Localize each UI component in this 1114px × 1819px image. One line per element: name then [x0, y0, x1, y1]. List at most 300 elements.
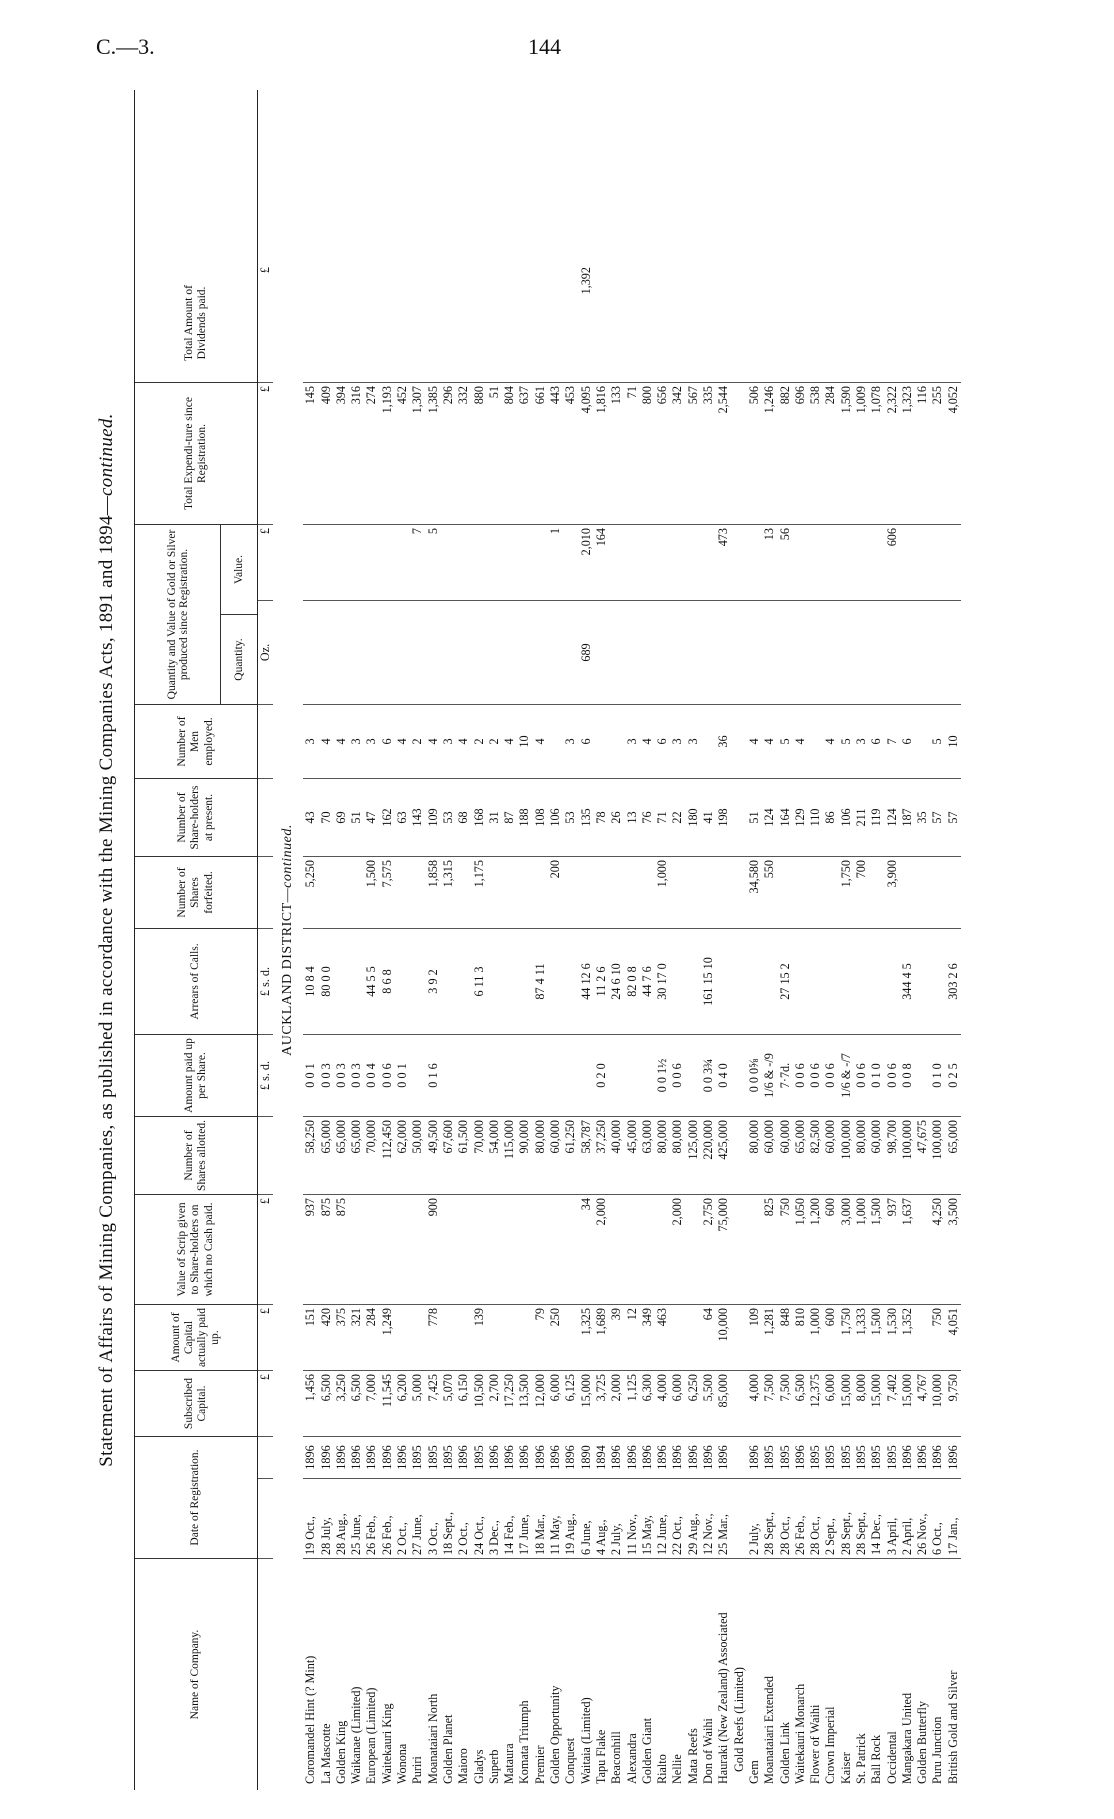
table-row	[716, 90, 731, 1790]
cell-arr	[915, 928, 930, 1034]
cell-forf	[778, 856, 793, 928]
cell-ps: 0 2 5	[946, 1034, 961, 1116]
cell-forf: 1,175	[472, 856, 487, 928]
cell-val	[655, 524, 670, 600]
cell-scrip	[410, 1194, 425, 1304]
cell-year: 1896	[349, 1436, 364, 1478]
cell-val	[380, 524, 395, 600]
cell-arr	[793, 928, 808, 1034]
cell-val	[487, 524, 502, 600]
cell-val: 1	[548, 524, 563, 600]
cell-arr: 30 17 0	[655, 928, 670, 1034]
cell-arr	[456, 928, 471, 1034]
cell-qty	[533, 600, 548, 704]
cell-date: 6 June,	[579, 1478, 594, 1558]
cell-sub: 7,402	[885, 1370, 900, 1436]
cell-name: Moanataiari Extended	[762, 1558, 777, 1790]
cell-forf: 1,315	[441, 856, 456, 928]
cell-ps: 0 0 1	[395, 1034, 410, 1116]
cell-year: 1896	[670, 1436, 685, 1478]
cell-sub: 3,250	[334, 1370, 349, 1436]
cell-hold: 57	[946, 778, 961, 856]
cell-exp: 145	[303, 382, 318, 524]
cell-hold: 53	[563, 778, 578, 856]
cell-men: 3	[686, 704, 701, 778]
cell-forf: 1,000	[655, 856, 670, 928]
cell-forf	[563, 856, 578, 928]
cell-paid	[441, 1304, 456, 1370]
cell-date: 17 Jan.,	[946, 1478, 961, 1558]
cell-men: 3	[441, 704, 456, 778]
cell-qty: 689	[579, 600, 594, 704]
table-row	[395, 90, 410, 1790]
cell-forf	[915, 856, 930, 928]
cell-exp: 1,323	[900, 382, 915, 524]
rotated-statement	[96, 90, 1114, 1790]
cell-forf	[946, 856, 961, 928]
cell-paid: 12	[625, 1304, 640, 1370]
cell-hold: 68	[456, 778, 471, 856]
cell-name: Waitaia (Limited)	[579, 1558, 594, 1790]
cell-ps: 0 0 3	[334, 1034, 349, 1116]
unit-per_share: £ s. d.	[258, 1034, 273, 1116]
cell-date: 11 Nov.,	[625, 1478, 640, 1558]
table-row	[885, 90, 900, 1790]
cell-date: 2 July,	[609, 1478, 624, 1558]
cell-div	[655, 264, 670, 382]
cell-allot: 80,000	[533, 1116, 548, 1194]
cell-ps: 0 4 0	[716, 1034, 731, 1116]
cell-exp: 452	[395, 382, 410, 524]
cell-allot: 65,000	[349, 1116, 364, 1194]
cell-name: Alexandra	[625, 1558, 640, 1790]
cell-allot: 63,000	[640, 1116, 655, 1194]
cell-val	[900, 524, 915, 600]
cell-sub: 5,070	[441, 1370, 456, 1436]
cell-hold: 164	[778, 778, 793, 856]
cell-ps: 0 0 6	[854, 1034, 869, 1116]
cell-forf: 1,858	[426, 856, 441, 928]
cell-forf	[625, 856, 640, 928]
table-header	[134, 90, 258, 1790]
table-row	[303, 90, 318, 1790]
cell-paid: 349	[640, 1304, 655, 1370]
cell-qty	[594, 600, 609, 704]
cell-forf	[319, 856, 334, 928]
cell-val	[625, 524, 640, 600]
cell-arr	[395, 928, 410, 1034]
header-men: Number of Men employed.	[135, 704, 257, 778]
cell-year: 1896	[563, 1436, 578, 1478]
cell-name: Hauraki (New Zealand) Associated	[716, 1558, 731, 1790]
cell-name: Puru Junction	[930, 1558, 945, 1790]
cell-hold: 168	[472, 778, 487, 856]
cell-val: 473	[716, 524, 731, 600]
cell-val	[946, 524, 961, 600]
table-row	[319, 90, 334, 1790]
cell-paid	[563, 1304, 578, 1370]
header-expenditure: Total Expendi-ture since Registration.	[135, 382, 257, 524]
cell-sub: 12,375	[808, 1370, 823, 1436]
cell-men: 36	[716, 704, 731, 778]
cell-scrip	[686, 1194, 701, 1304]
cell-exp: 1,009	[854, 382, 869, 524]
table-row	[548, 90, 563, 1790]
cell-div	[885, 264, 900, 382]
cell-exp: 71	[625, 382, 640, 524]
cell-men	[915, 704, 930, 778]
cell-ps: 0 0 8	[900, 1034, 915, 1116]
cell-year: 1895	[839, 1436, 854, 1478]
cell-name: St. Patrick	[854, 1558, 869, 1790]
cell-forf: 200	[548, 856, 563, 928]
cell-val	[533, 524, 548, 600]
cell-men	[548, 704, 563, 778]
cell-arr	[839, 928, 854, 1034]
cell-date: 14 Feb.,	[502, 1478, 517, 1558]
cell-sub: 6,500	[349, 1370, 364, 1436]
cell-qty	[716, 600, 731, 704]
table-row	[869, 90, 884, 1790]
cell-arr: 6 11 3	[472, 928, 487, 1034]
cell-men: 4	[334, 704, 349, 778]
cell-hold: 78	[594, 778, 609, 856]
cell-arr	[487, 928, 502, 1034]
table-row	[823, 90, 838, 1790]
cell-qty	[869, 600, 884, 704]
cell-div	[686, 264, 701, 382]
cell-qty	[900, 600, 915, 704]
cell-qty	[303, 600, 318, 704]
cell-hold: 143	[410, 778, 425, 856]
cell-exp: 274	[364, 382, 379, 524]
cell-forf	[732, 856, 747, 928]
cell-paid: 848	[778, 1304, 793, 1370]
header-arrears: Arrears of Calls.	[135, 928, 257, 1034]
cell-allot: 80,000	[655, 1116, 670, 1194]
cell-ps	[625, 1034, 640, 1116]
cell-div	[303, 264, 318, 382]
cell-scrip: 75,000	[716, 1194, 731, 1304]
cell-div	[762, 264, 777, 382]
cell-allot: 65,000	[319, 1116, 334, 1194]
cell-scrip	[502, 1194, 517, 1304]
cell-ps: 0 0 6	[670, 1034, 685, 1116]
cell-date: 6 Oct.,	[930, 1478, 945, 1558]
cell-paid: 151	[303, 1304, 318, 1370]
cell-forf	[823, 856, 838, 928]
cell-ps	[686, 1034, 701, 1116]
cell-men: 2	[487, 704, 502, 778]
cell-name: Gold Reefs (Limited)	[732, 1558, 747, 1790]
cell-men: 3	[854, 704, 869, 778]
cell-hold: 22	[670, 778, 685, 856]
cell-arr: 303 2 6	[946, 928, 961, 1034]
cell-name: Conquest	[563, 1558, 578, 1790]
cell-arr	[885, 928, 900, 1034]
cell-div	[456, 264, 471, 382]
cell-val	[334, 524, 349, 600]
cell-paid: 79	[533, 1304, 548, 1370]
cell-forf	[686, 856, 701, 928]
cell-qty	[319, 600, 334, 704]
unit-expenditure: £	[258, 382, 273, 524]
cell-forf	[869, 856, 884, 928]
cell-scrip: 937	[303, 1194, 318, 1304]
cell-date: 22 Oct.,	[670, 1478, 685, 1558]
cell-ps: 0 0 3	[319, 1034, 334, 1116]
cell-sub: 1,456	[303, 1370, 318, 1436]
cell-qty	[502, 600, 517, 704]
cell-exp: 2,322	[885, 382, 900, 524]
cell-ps	[640, 1034, 655, 1116]
cell-forf	[517, 856, 532, 928]
cell-year: 1895	[778, 1436, 793, 1478]
cell-qty	[364, 600, 379, 704]
cell-date: 25 Mar.,	[716, 1478, 731, 1558]
cell-scrip: 1,000	[854, 1194, 869, 1304]
cell-name: La Mascotte	[319, 1558, 334, 1790]
cell-hold: 129	[793, 778, 808, 856]
cell-name: Waikanae (Limited)	[349, 1558, 364, 1790]
cell-scrip: 900	[426, 1194, 441, 1304]
cell-men	[594, 704, 609, 778]
cell-scrip: 2,000	[594, 1194, 609, 1304]
cell-allot: 98,700	[885, 1116, 900, 1194]
cell-qty	[487, 600, 502, 704]
cell-scrip	[364, 1194, 379, 1304]
cell-date: 17 June,	[517, 1478, 532, 1558]
cell-allot: 80,000	[747, 1116, 762, 1194]
header-forfeited: Number of Shares forfeited.	[135, 856, 257, 928]
cell-paid	[502, 1304, 517, 1370]
cell-scrip	[533, 1194, 548, 1304]
cell-men: 6	[900, 704, 915, 778]
cell-ps	[548, 1034, 563, 1116]
cell-div: 1,392	[578, 267, 593, 295]
cell-sub: 4,000	[655, 1370, 670, 1436]
cell-name: Nellie	[670, 1558, 685, 1790]
cell-scrip: 875	[319, 1194, 334, 1304]
cell-year: 1896	[548, 1436, 563, 1478]
header-scrip: Value of Scrip given to Share-holders on which no Cash paid.	[135, 1194, 257, 1304]
cell-ps	[732, 1034, 747, 1116]
cell-div	[823, 264, 838, 382]
cell-div	[793, 264, 808, 382]
cell-forf	[334, 856, 349, 928]
cell-sub: 8,000	[854, 1370, 869, 1436]
cell-ps: 0 1 6	[426, 1034, 441, 1116]
cell-year: 1896	[640, 1436, 655, 1478]
cell-exp: 51	[487, 382, 502, 524]
cell-forf	[701, 856, 716, 928]
cell-allot: 112,450	[380, 1116, 395, 1194]
cell-arr: 11 2 6	[594, 928, 609, 1034]
cell-scrip	[472, 1194, 487, 1304]
cell-sub: 6,000	[823, 1370, 838, 1436]
cell-paid: 4,051	[946, 1304, 961, 1370]
cell-name: Flower of Waihi	[808, 1558, 823, 1790]
table-row	[946, 90, 961, 1790]
table-row	[579, 90, 594, 1790]
cell-hold: 71	[655, 778, 670, 856]
cell-div	[472, 264, 487, 382]
cell-date: 27 June,	[410, 1478, 425, 1558]
cell-name: Wonona	[395, 1558, 410, 1790]
cell-allot: 425,000	[716, 1116, 731, 1194]
cell-qty	[334, 600, 349, 704]
cell-name: Beaconhill	[609, 1558, 624, 1790]
cell-allot: 82,500	[808, 1116, 823, 1194]
cell-date: 29 Aug.,	[686, 1478, 701, 1558]
cell-hold: 119	[869, 778, 884, 856]
cell-date: 28 Sept.,	[839, 1478, 854, 1558]
cell-exp: 1,078	[869, 382, 884, 524]
cell-year: 1894	[594, 1436, 609, 1478]
cell-exp: 342	[670, 382, 685, 524]
cell-scrip	[655, 1194, 670, 1304]
cell-hold: 43	[303, 778, 318, 856]
cell-paid: 139	[472, 1304, 487, 1370]
cell-allot: 54,000	[487, 1116, 502, 1194]
table-row	[472, 90, 487, 1790]
table-row-continuation	[732, 90, 747, 1790]
cell-hold: 76	[640, 778, 655, 856]
cell-name: Gem	[747, 1558, 762, 1790]
cell-scrip	[517, 1194, 532, 1304]
cell-exp: 1,193	[380, 382, 395, 524]
cell-div	[946, 264, 961, 382]
cell-sub: 4,767	[915, 1370, 930, 1436]
header-name: Name of Company.	[135, 1558, 257, 1790]
cell-qty	[732, 600, 747, 704]
cell-arr	[670, 928, 685, 1034]
cell-year: 1896	[900, 1436, 915, 1478]
cell-paid: 1,000	[808, 1304, 823, 1370]
cell-year: 1896	[334, 1436, 349, 1478]
cell-hold: 63	[395, 778, 410, 856]
cell-allot: 90,000	[517, 1116, 532, 1194]
cell-sub: 6,500	[319, 1370, 334, 1436]
cell-hold: 110	[808, 778, 823, 856]
cell-val	[563, 524, 578, 600]
cell-name: Golden Giant	[640, 1558, 655, 1790]
cell-sub: 85,000	[716, 1370, 731, 1436]
cell-men: 6	[655, 704, 670, 778]
cell-paid: 1,500	[869, 1304, 884, 1370]
cell-year: 1895	[869, 1436, 884, 1478]
cell-forf	[930, 856, 945, 928]
cell-sub: 6,150	[456, 1370, 471, 1436]
cell-val	[303, 524, 318, 600]
cell-name: Komata Triumph	[517, 1558, 532, 1790]
cell-allot: 58,250	[303, 1116, 318, 1194]
cell-scrip	[915, 1194, 930, 1304]
table-row	[349, 90, 364, 1790]
cell-name: Ball Rock	[869, 1558, 884, 1790]
cell-men: 4	[395, 704, 410, 778]
cell-date: 26 Feb.,	[793, 1478, 808, 1558]
table-row	[594, 90, 609, 1790]
cell-scrip	[640, 1194, 655, 1304]
cell-val: 7	[410, 524, 425, 600]
cell-scrip: 1,500	[869, 1194, 884, 1304]
cell-date: 12 Nov.,	[701, 1478, 716, 1558]
cell-sub: 7,425	[426, 1370, 441, 1436]
cell-allot: 65,000	[793, 1116, 808, 1194]
cell-date: 3 April,	[885, 1478, 900, 1558]
cell-men: 4	[456, 704, 471, 778]
cell-year: 1896	[487, 1436, 502, 1478]
cell-sub: 5,000	[410, 1370, 425, 1436]
cell-div	[747, 264, 762, 382]
cell-sub: 6,125	[563, 1370, 578, 1436]
cell-year: 1896	[533, 1436, 548, 1478]
cell-forf: 1,750	[839, 856, 854, 928]
cell-men: 6	[579, 704, 594, 778]
cell-div	[869, 264, 884, 382]
cell-year: 1895	[823, 1436, 838, 1478]
cell-ps: 0 0 6	[793, 1034, 808, 1116]
cell-allot: 70,000	[472, 1116, 487, 1194]
table-row	[426, 90, 441, 1790]
cell-allot: 37,250	[594, 1116, 609, 1194]
cell-paid: 810	[793, 1304, 808, 1370]
cell-name: Mata Reefs	[686, 1558, 701, 1790]
table-row	[778, 90, 793, 1790]
cell-hold: 86	[823, 778, 838, 856]
cell-sub: 1,125	[625, 1370, 640, 1436]
cell-hold: 87	[502, 778, 517, 856]
cell-men: 2	[410, 704, 425, 778]
cell-allot: 49,500	[426, 1116, 441, 1194]
cell-hold: 69	[334, 778, 349, 856]
header-subscribed: Subscribed Capital.	[135, 1370, 257, 1436]
cell-date: 3 Dec.,	[487, 1478, 502, 1558]
cell-scrip: 937	[885, 1194, 900, 1304]
cell-forf	[609, 856, 624, 928]
cell-arr	[349, 928, 364, 1034]
cell-paid: 1,352	[900, 1304, 915, 1370]
cell-scrip	[747, 1194, 762, 1304]
cell-paid: 1,249	[380, 1304, 395, 1370]
cell-men: 2	[472, 704, 487, 778]
cell-arr: 27 15 2	[778, 928, 793, 1034]
cell-qty	[563, 600, 578, 704]
cell-ps: 0 1 0	[869, 1034, 884, 1116]
cell-sub: 15,000	[839, 1370, 854, 1436]
cell-paid	[456, 1304, 471, 1370]
cell-forf: 3,900	[885, 856, 900, 928]
cell-year: 1896	[716, 1436, 731, 1478]
cell-sub: 11,545	[380, 1370, 395, 1436]
cell-val	[609, 524, 624, 600]
table-row	[487, 90, 502, 1790]
cell-val: 13	[762, 524, 777, 600]
cell-exp: 506	[747, 382, 762, 524]
cell-div	[533, 264, 548, 382]
cell-allot: 100,000	[839, 1116, 854, 1194]
cell-name: European (Limited)	[364, 1558, 379, 1790]
cell-sub: 3,725	[594, 1370, 609, 1436]
cell-arr: 44 7 6	[640, 928, 655, 1034]
cell-val	[441, 524, 456, 600]
cell-exp: 637	[517, 382, 532, 524]
cell-allot: 60,000	[823, 1116, 838, 1194]
cell-allot: 62,000	[395, 1116, 410, 1194]
cell-paid: 321	[349, 1304, 364, 1370]
cell-exp: 882	[778, 382, 793, 524]
